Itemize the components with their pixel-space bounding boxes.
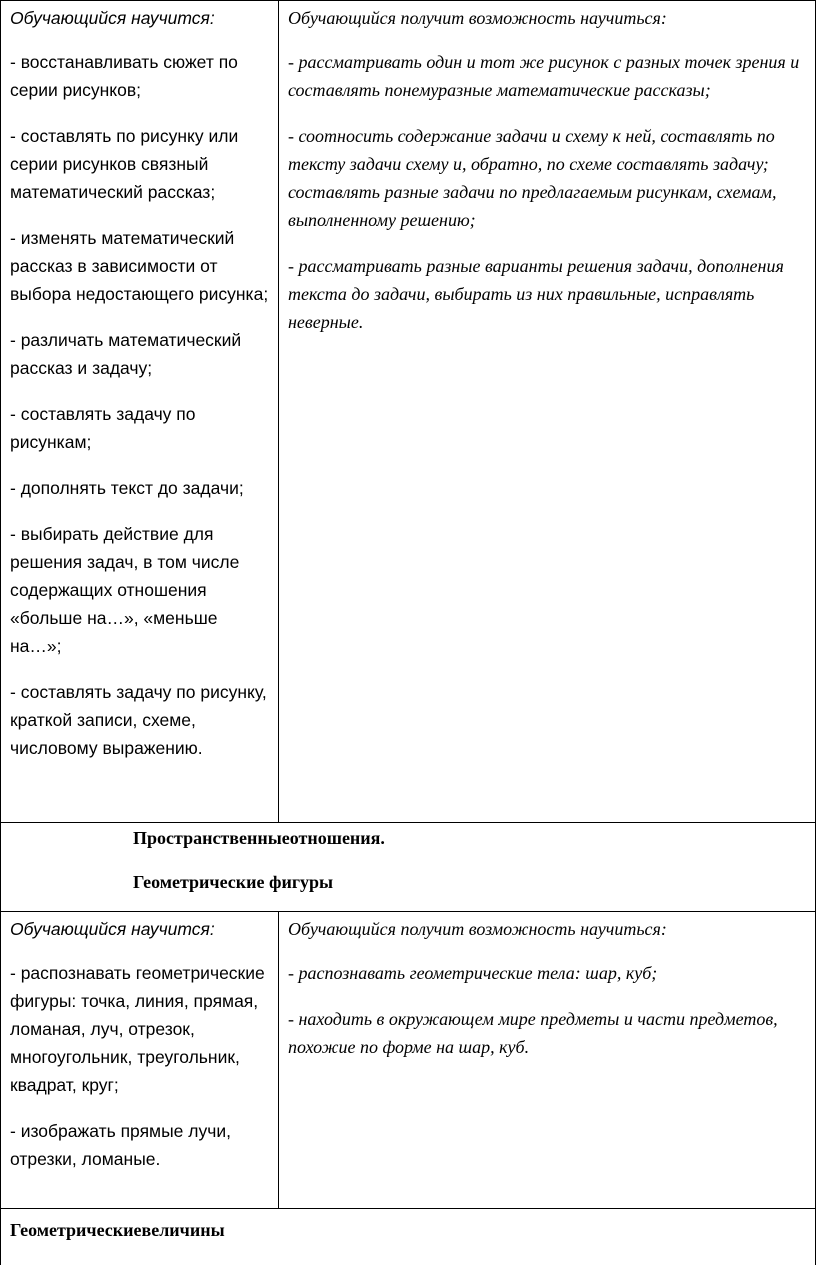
block2-right-cell xyxy=(288,915,808,1079)
list-item: - дополнять текст до задачи; xyxy=(10,478,244,498)
list-item: - находить в окружающем мире предметы и части предметов, похожие по форме на шар, куб. xyxy=(288,1009,778,1057)
list-item: - составлять задачу по рисункам; xyxy=(10,404,196,452)
cell-header: Обучающийся научится: xyxy=(10,8,215,28)
list-item: - соотносить содержание задачи и схему к ней, составлять по тексту задачи схему и, обратно, по схеме составлять задачу; составлять разные задачи по предлагаемым рисункам, схемам, выполненному решению; xyxy=(288,126,777,230)
table-border xyxy=(0,911,816,912)
list-item: - составлять задачу по рисунку, краткой записи, схеме, числовому выражению. xyxy=(10,682,267,758)
block2-left-cell xyxy=(10,915,272,1191)
list-item: - распознавать геометрические тела: шар, куб; xyxy=(288,963,658,983)
list-item: - рассматривать разные варианты решения задачи, дополнения текста до задачи, выбирать из них правильные, исправлять неверные. xyxy=(288,256,784,332)
list-item: - выбирать действие для решения задач, в том числе содержащих отношения «больше на…», «меньше на…»; xyxy=(10,524,240,656)
table-border-left xyxy=(0,0,1,1265)
section-title: Геометрические фигуры xyxy=(133,872,334,892)
cell-header: Обучающийся получит возможность научиться: xyxy=(288,919,667,939)
list-item: - рассматривать один и тот же рисунок с разных точек зрения и составлять понемуразные математические рассказы; xyxy=(288,52,800,100)
table-border xyxy=(0,822,816,823)
table-border-top xyxy=(0,0,816,1)
table-border xyxy=(0,1208,816,1209)
section-title: Геометрическиевеличины xyxy=(10,1220,225,1240)
list-item: - распознавать геометрические фигуры: точка, линия, прямая, ломаная, луч, отрезок, многоугольник, треугольник, квадрат, круг; xyxy=(10,963,265,1095)
list-item: - изменять математический рассказ в зависимости от выбора недостающего рисунка; xyxy=(10,228,269,304)
column-divider xyxy=(278,0,279,822)
cell-header: Обучающийся научится: xyxy=(10,919,215,939)
list-item: - изображать прямые лучи, отрезки, ломаные. xyxy=(10,1121,231,1169)
cell-header: Обучающийся получит возможность научиться: xyxy=(288,8,667,28)
block1-right-cell xyxy=(288,4,808,354)
list-item: - восстанавливать сюжет по серии рисунков; xyxy=(10,52,238,100)
list-item: - составлять по рисунку или серии рисунков связный математический рассказ; xyxy=(10,126,239,202)
column-divider xyxy=(278,911,279,1208)
block1-left-cell xyxy=(10,4,272,780)
section-title: Пространственныеотношения. xyxy=(133,828,385,848)
list-item: - различать математический рассказ и задачу; xyxy=(10,330,242,378)
